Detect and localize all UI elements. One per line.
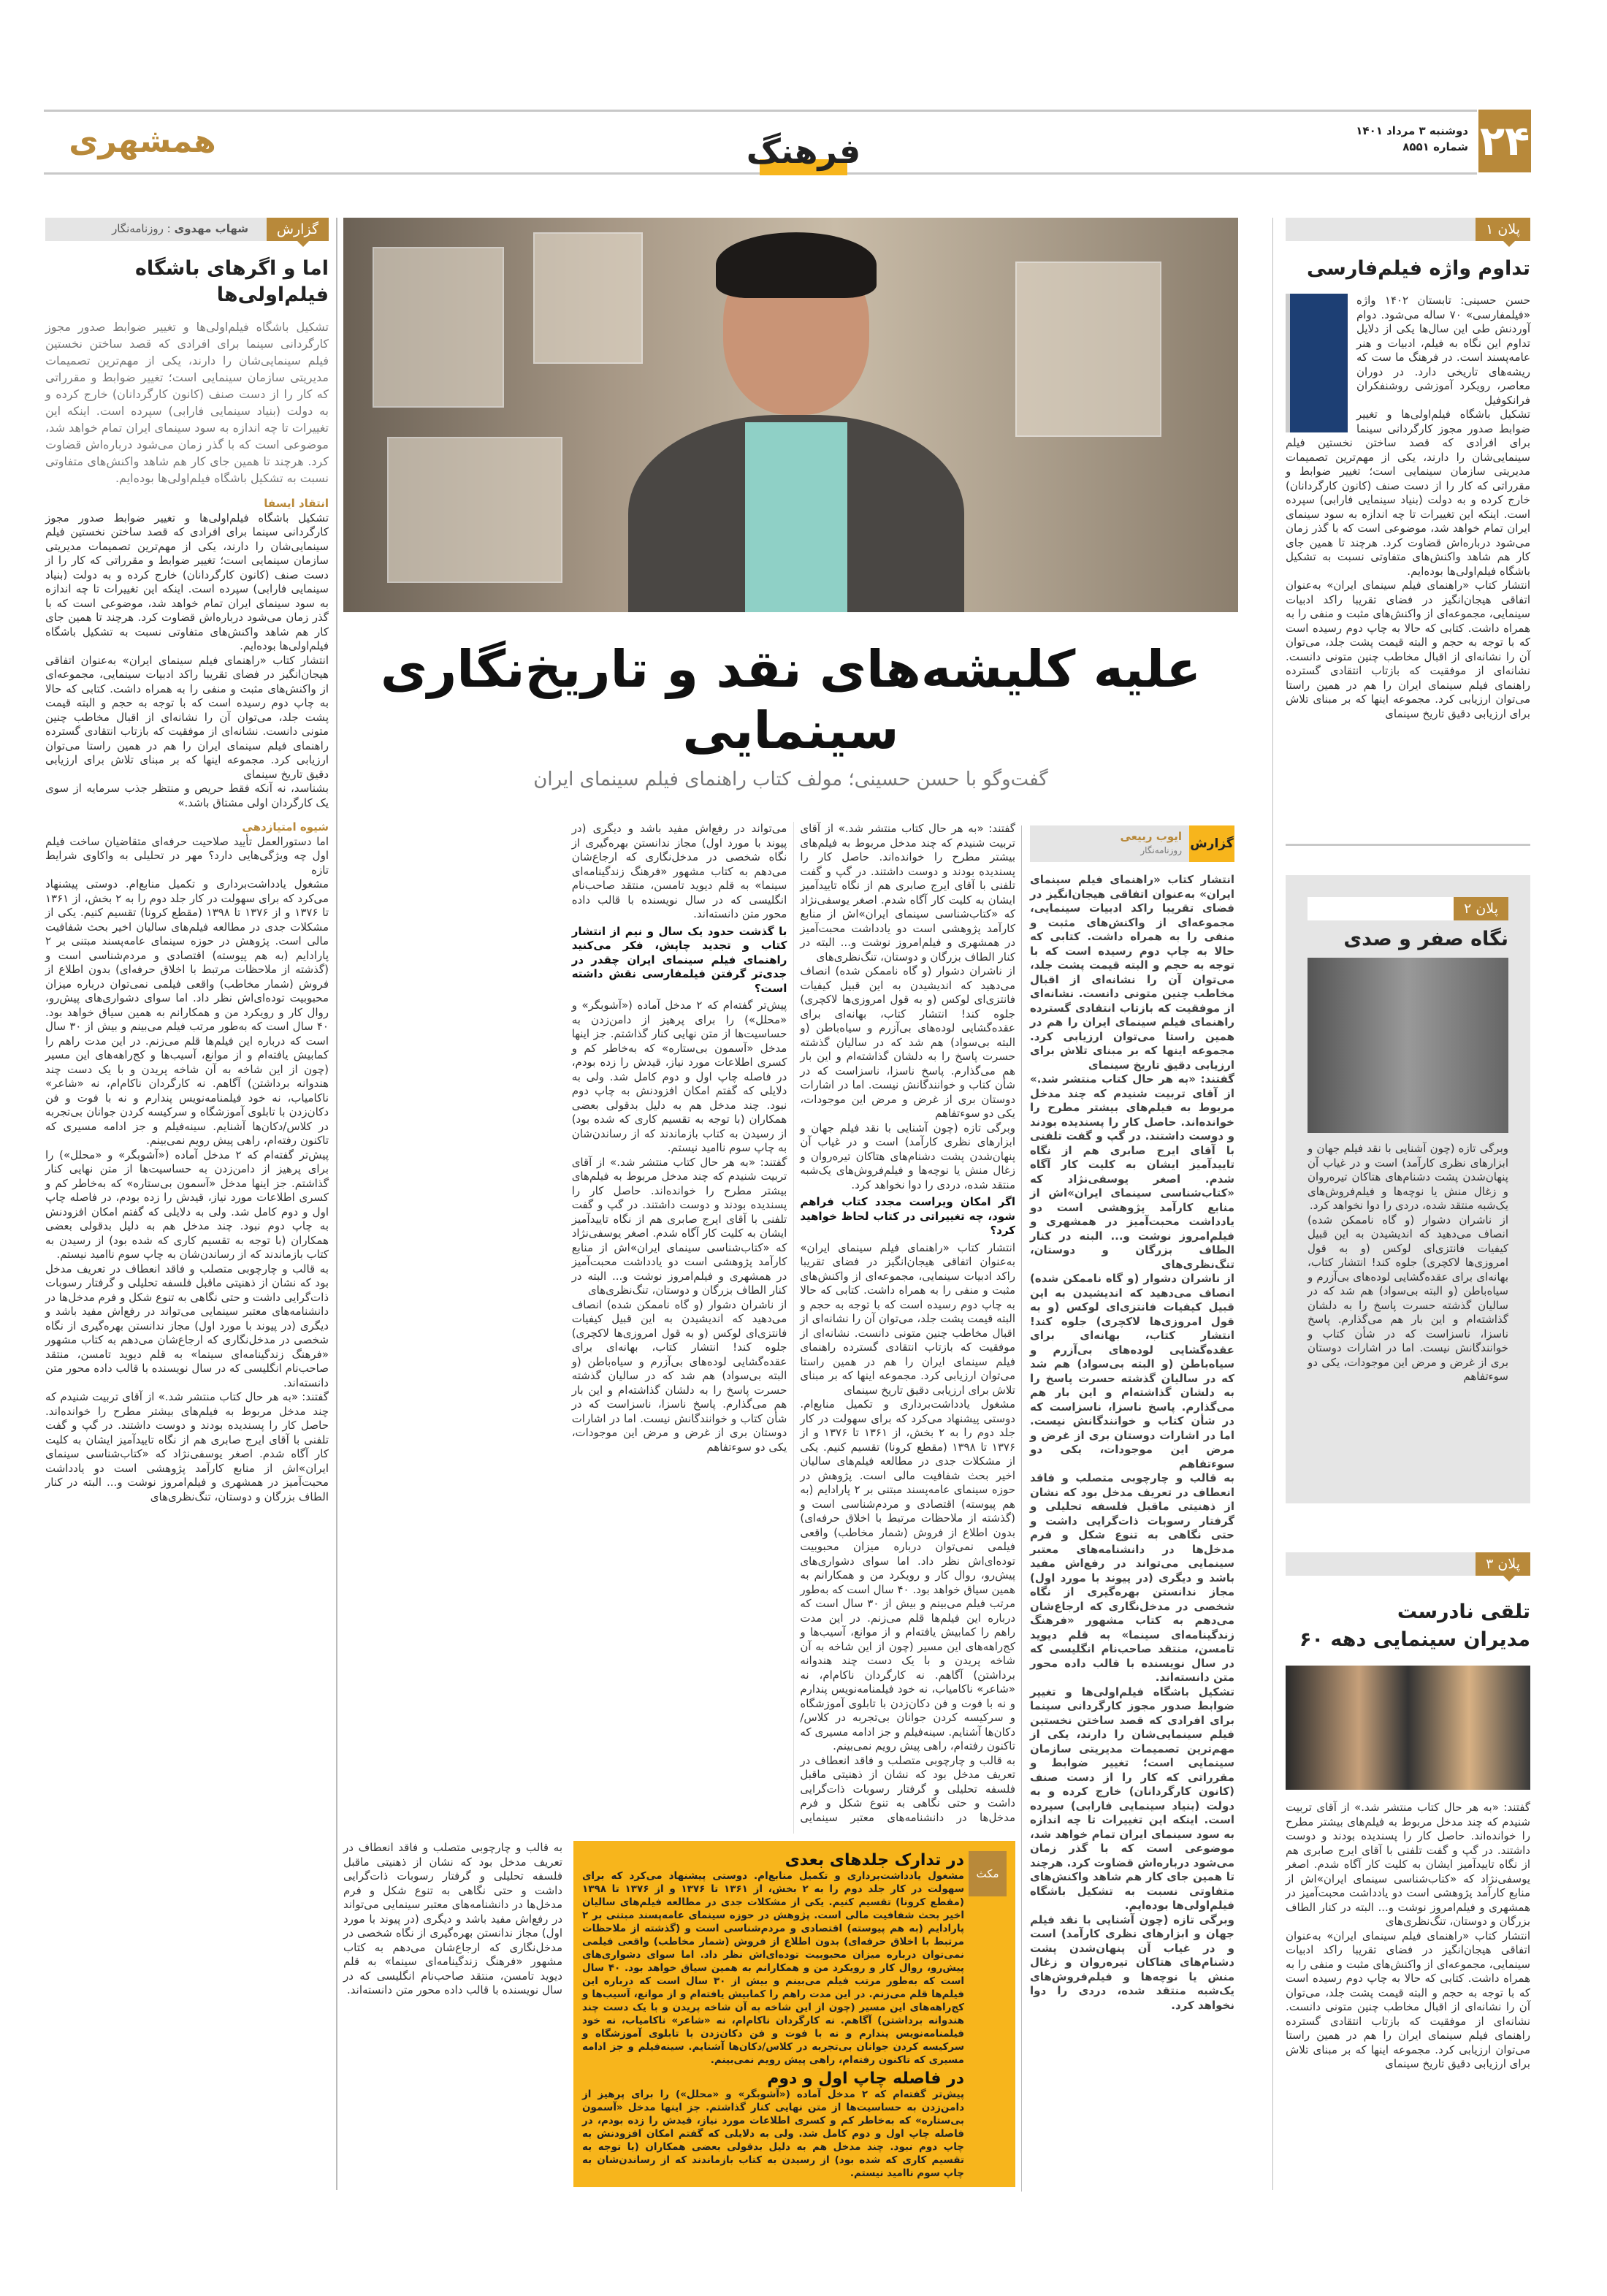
paragraph: گفتند: «به هر حال کتاب منتشر شد.» از آقای تربیت شنیدم که چند مدخل مربوط به فیلم‌های بیشتر مطرح را خوانده‌اند. حاصل کار را پسندیده بودند و دوست داشتند. در گپ و گفت تلفنی با آقای ایرج صابری هم از نگاه تاییدآمیز ایشان به کلیت کار آگاه شدم. اصغر یوسفی‌نژاد که «کتاب‌شناسی سینمای ایران»اش از منابع کارآمد پژوهشی است دو یادداشت محبت‌آمیز در همشهری و فیلم‌امروز نوشت و... البته در کنار الطاف بزرگان و دوستان، تنگ‌نظری‌های [800, 822, 1015, 964]
sidebar-box [573, 1841, 1015, 2187]
author-role: روزنامه‌نگار [112, 222, 164, 235]
person-hair [716, 232, 877, 298]
paragraph: مشغول یادداشت‌برداری و تکمیل منابع‌ام. دوستی پیشنهاد می‌کرد که برای سهولت در کار جلد دوم را به ۲ بخش، از ۱۳۶۱ تا ۱۳۷۶ و از ۱۳۷۶ تا ۱۳۹۸ (مقطع کرونا) تقسیم کنیم. یکی از مشکلات جدی در مطالعه فیلم‌های سالیان اخیر بحث شفافیت مالی است. پژوهش در حوزه سینمای عامه‌پسند مبتنی بر ۲ پارادایم (به هم پیوسته) اقتصادی و مردم‌شناسی است و (گذشته از ملاحظات مرتبط با اخلاق حرفه‌ای) بدون اطلاع از فروش (شمار مخاطب) واقعی فیلمی نمی‌توان درباره میزان محبوبیت توده‌ای‌اش نظر داد. اما سوای دشواری‌های پیش‌رو، روال کار و رویکرد من و همکارانم به همین سیاق خواهد بود. ۴۰ سال است که به‌طور مرتب فیلم می‌بینم و بیش از ۳۰ سال است که درباره این فیلم‌ها قلم می‌زنم. در این مدت راهم را کمابیش یافته‌ام و از موانع، آسیب‌ها و کج‌راهه‌های این مسیر (چون از این شاخه به آن شاخه پریدن و با یک دست چند هندوانه برداشتن) آگاهم. نه کارگردان ناکام‌ام، نه «شاعر» ناکامیاب، نه خود فیلمنامه‌نویس پندارم و نه با فوت و فن دکان‌زدن با تابلوی آموزشگاه و سرکیسه کردن جوانان بی‌تجربه در کلاس/دکان‌ها آشنایم. سینه‌فیلم و جز ادامه مسیری که تاکنون رفته‌ام، راهی پیش رویم نمی‌بینم. [45, 877, 329, 1147]
person-shirt [745, 422, 847, 612]
report-body [1030, 873, 1234, 2013]
interview-question: اگر امکان ویراست مجدد کتاب فراهم شود، چه تغییراتی در کتاب لحاظ خواهید کرد؟ [800, 1195, 1015, 1237]
plan1-article [1286, 256, 1530, 721]
dateline [1337, 123, 1468, 155]
report-kicker [1030, 825, 1234, 862]
box-text: پیش‌تر گفته‌ام که ۲ مدخل آماده («آشوبگر» و «محلل») را برای پرهیز از دامن‌زدن به حساسیت‌ها از متن نهایی کنار گذاشتم. جز اینها مدخل «آسمون بی‌ستاره» که به‌خاطر کم و کسری اطلاعات مورد نیاز، قیدش را زده بودم، در فاصله چاپ اول و دوم کامل شد. ولی به دلایلی که گفتم امکان افزودنش به چاپ دوم نبود. چند مدخل هم به دلیل بدقولی بعضی همکاران (با توجه به تقسیم کاری که شده بود) از رسیدن به کتاب بازماندند که از رساندن‌شان به چاپ سوم ناامید نیستم. [582, 2089, 965, 2179]
box-text: مشغول یادداشت‌برداری و تکمیل منابع‌ام. دوستی پیشنهاد می‌کرد که برای سهولت در کار جلد دوم را به ۲ بخش، از ۱۳۶۱ تا ۱۳۷۶ و از ۱۳۷۶ تا ۱۳۹۸ (مقطع کرونا) تقسیم کنیم. یکی از مشکلات جدی در مطالعه فیلم‌های سالیان اخیر بحث شفافیت مالی است. پژوهش در حوزه سینمای عامه‌پسند مبتنی بر ۲ پارادایم (به هم پیوسته) اقتصادی و مردم‌شناسی است و (گذشته از ملاحظات مرتبط با اخلاق حرفه‌ای) بدون اطلاع از فروش (شمار مخاطب) واقعی فیلمی نمی‌توان درباره میزان محبوبیت توده‌ای‌اش نظر داد. اما سوای دشواری‌های پیش‌رو، روال کار و رویکرد من و همکارانم به همین سیاق خواهد بود. ۴۰ سال است که به‌طور مرتب فیلم می‌بینم و بیش از ۳۰ سال است که درباره این فیلم‌ها قلم می‌زنم. در این مدت راهم را کمابیش یافته‌ام و از موانع، آسیب‌ها و کج‌راهه‌های این مسیر (چون از این شاخه به آن شاخه پریدن و با یک دست چند هندوانه برداشتن) آگاهم. نه کارگردان ناکام‌ام، نه «شاعر» ناکامیاب، نه خود فیلمنامه‌نویس پندارم و نه با فوت و فن دکان‌زدن با تابلوی آموزشگاه و سرکیسه کردن جوانان بی‌تجربه در کلاس/دکان‌ها آشنایم. سینه‌فیلم و جز ادامه مسیری که تاکنون رفته‌ام، راهی پیش رویم نمی‌بینم. [582, 1870, 965, 2066]
paragraph: از ناشران دشوار (و گاه ناممکن شده) انصاف می‌دهید که اندیشیدن به این قبیل کیفیات فانتزی‌ای لوکس (و به قول امروزی‌ها لاکچری) جلوه کند! انتشار کتاب، بهانه‌ای برای عقده‌گشایی لوده‌های بی‌آزرم و سیاه‌باطن (و البته بی‌سواد) هم شد که در سالیان گذشته حسرت پاسخ را به دلشان گذاشته‌ام و این بار هم می‌گذارم. پاسخ ناسزا، ناسزاست که در شأن کتاب و خوانندگانش نیست. اما در اشارات دوستان بری از غرض و مرض این موجودات، یکی دو سوءتفاهم [571, 1297, 787, 1454]
paragraph: اما دستورالعمل تأیید صلاحیت حرفه‌ای متقاضیان ساخت فیلم اول چه ویژگی‌هایی دارد؟ مهر در تحلیلی به واکاوی شرایط تازه [45, 834, 329, 877]
box-tag: مکث [969, 1851, 1007, 1896]
plan2-kicker [1308, 897, 1508, 920]
main-subtitle: گفت‌وگو با حسن حسینی؛ مولف کتاب راهنمای فیلم سینمای ایران [533, 768, 1048, 790]
photo-wall-frame [387, 437, 562, 583]
plan1-body [1286, 294, 1530, 721]
paragraph: تشکیل باشگاه فیلم‌اولی‌ها و تغییر ضوابط صدور مجوز کارگردانی سینما برای افرادی که قصد ساختن نخستین فیلم سینمایی‌شان را دارند، یکی از مهم‌ترین تصمیمات مدیریتی سازمان سینمایی است؛ تغییر ضوابط و مقرراتی که کار را از دست صنف (کانون کارگردانان) خارج کرده و به دولت (بنیاد سینمایی فارابی) سپرده است. اینکه این تغییرات تا چه اندازه به سود سینمای ایران تمام خواهد شد، موضوعی است که با گذر زمان می‌شود درباره‌اش قضاوت کرد. هرچند تا همین جای کار هم شاهد واکنش‌های متفاوتی نسبت به تشکیل باشگاه فیلم‌اولی‌ها بوده‌ایم. [1286, 408, 1530, 578]
main-headline: علیه کلیشه‌های نقد و تاریخ‌نگاری سینمایی [380, 639, 1202, 760]
paragraph: تشکیل باشگاه فیلم‌اولی‌ها و تغییر ضوابط صدور مجوز کارگردانی سینما برای افرادی که قصد ساختن نخستین فیلم سینمایی‌شان را دارند، یکی از مهم‌ترین تصمیمات مدیریتی سازمان سینمایی است؛ تغییر ضوابط و مقرراتی که کار را از دست صنف (کانون کارگردانان) خارج کرده و به دولت (بنیاد سینمایی فارابی) سپرده است. اینکه این تغییرات تا چه اندازه به سود سینمای ایران تمام خواهد شد، موضوعی است که با گذر زمان می‌شود درباره‌اش قضاوت کرد. هرچند تا همین جای کار هم شاهد واکنش‌های متفاوتی نسبت به تشکیل باشگاه فیلم‌اولی‌ها بوده‌ایم. [1030, 1685, 1234, 1912]
plan3-kicker [1286, 1552, 1530, 1576]
paragraph: پیش‌تر گفته‌ام که ۲ مدخل آماده («آشوبگر» و «محلل») را برای پرهیز از دامن‌زدن به حساسیت‌ها از متن نهایی کنار گذاشتم. جز اینها مدخل «آسمون بی‌ستاره» که به‌خاطر کم و کسری اطلاعات مورد نیاز، قیدش را زده بودم، در فاصله چاپ اول و دوم کامل شد. ولی به دلایلی که گفتم امکان افزودنش به چاپ دوم نبود. چند مدخل هم به دلیل بدقولی بعضی همکاران (با توجه به تقسیم کاری که شده بود) از رسیدن به کتاب بازماندند که از رساندن‌شان به چاپ سوم ناامید نیستم. [571, 999, 787, 1154]
paragraph: از ناشران دشوار (و گاه ناممکن شده) انصاف می‌دهید که اندیشیدن به این قبیل کیفیات فانتزی‌ای لوکس (و به قول امروزی‌ها لاکچری) جلوه کند! انتشار کتاب، بهانه‌ای برای عقده‌گشایی لوده‌های بی‌آزرم و سیاه‌باطن (و البته بی‌سواد) هم شد که در سالیان گذشته حسرت پاسخ را به دلشان گذاشته‌ام و این بار هم می‌گذارم. پاسخ ناسزا، ناسزاست که در شأن کتاب و خوانندگانش نیست. اما در اشارات دوستان بری از غرض و مرض این موجودات، یکی دو سوءتفاهم [1030, 1272, 1234, 1471]
paragraph: حسن حسینی: تابستان ۱۴۰۲ واژه «فیلمفارسی» ۷۰ ساله می‌شود. دوام آوردنش طی این سال‌ها یکی از دلایل تداوم این نگاه به فیلم، ادبیات و هنر عامه‌پسند است. در فرهنگ ما ست که ریشه‌های تاریخی دارد. در دوران معاصر، رویکرد آموزشی روشنفکران فرانکوفیل [1356, 294, 1530, 407]
plan3-title-line: تلقی نادرست [1397, 1601, 1530, 1623]
issue-number: شماره ۸۵۵۱ [1402, 140, 1468, 153]
column-divider [1021, 825, 1022, 2192]
date: دوشنبه ۳ مرداد ۱۴۰۱ [1356, 124, 1468, 137]
paragraph: به قالب و چارچوبی متصلب و فاقد انعطاف در تعریف مدخل بود که نشان از ذهنیتی ماقبل فلسفه تحلیلی و گرفتار رسوبات ذات‌گرایی داشت و حتی نگاهی به تنوع شکل و فرم مدخل‌ها در دانشنامه‌های معتبر سینمایی می‌تواند در رفع‌اش مفید باشد و دیگری (در پیوند با مورد اول) مجاز ندانستن بهره‌گیری از نگاه شخصی در مدخل‌نگاری که ارجاع‌شان می‌دهم به کتاب مشهور «فرهنگ زندگینامه‌ای سینما» به قلم دیوید تامسن، منتقد صاحب‌نام انگلیسی که در سال نویسنده با قالب داده محور متن دانسته‌اند. [571, 822, 1015, 1824]
left-kicker [45, 218, 329, 241]
photo-wall-frame [373, 247, 504, 408]
paragraph: تشکیل باشگاه فیلم‌اولی‌ها و تغییر ضوابط صدور مجوز کارگردانی سینما برای افرادی که قصد ساختن نخستین فیلم سینمایی‌شان را دارند، یکی از مهم‌ترین تصمیمات مدیریتی سازمان سینمایی است؛ تغییر ضوابط و مقرراتی که کار را از دست صنف (کانون کارگردانان) خارج کرده و به دولت (بنیاد سینمایی فارابی) سپرده است. اینکه این تغییرات تا چه اندازه به سود سینمای ایران تمام خواهد شد، موضوعی است که با گذر زمان می‌شود درباره‌اش قضاوت کرد. هرچند تا همین جای کار هم شاهد واکنش‌های متفاوتی نسبت به تشکیل باشگاه فیلم‌اولی‌ها بوده‌ایم. [45, 511, 329, 652]
paragraph: انتشار کتاب «راهنمای فیلم سینمای ایران» به‌عنوان اتفاقی هیجان‌انگیز در فضای تقریبا راکد ادبیات سینمایی، مجموعه‌ای از واکنش‌های مثبت و منفی را به همراه داشت. کتابی که حالا به چاپ دوم رسیده است که با توجه به حجم و البته قیمت پشت جلد، می‌توان آن را نشانه‌ای از اقبال مخاطب چنین متونی دانست. نشانه‌ای از موفقیت که بازتاب انتقادی گسترده راهنمای فیلم سینمای ایران را هم در همین راستا می‌توان ارزیابی کرد. مجموعه اینها که بر مبنای تلاش برای ارزیابی دقیق تاریخ سینمای [1286, 579, 1530, 720]
headline-block [343, 619, 1238, 809]
plan1-tag: پلان ۱ [1476, 218, 1530, 241]
plan2-title: نگاه صفر و صدی [1343, 928, 1508, 950]
column-divider [1272, 218, 1273, 2190]
report-author: ایوب ربیعی [1120, 830, 1182, 843]
paragraph: گفتند: «به هر حال کتاب منتشر شد.» از آقای تربیت شنیدم که چند مدخل مربوط به فیلم‌های بیشتر مطرح را خوانده‌اند. حاصل کار را پسندیده بودند و دوست داشتند. در گپ و گفت تلفنی با آقای ایرج صابری هم از نگاه تاییدآمیز ایشان به کلیت کار آگاه شدم. اصغر یوسفی‌نژاد که «کتاب‌شناسی سینمای ایران»اش از منابع کارآمد پژوهشی است دو یادداشت محبت‌آمیز در همشهری و فیلم‌امروز نوشت و... البته در کنار الطاف بزرگان و دوستان، تنگ‌نظری‌های [571, 1155, 787, 1297]
paragraph: مشغول یادداشت‌برداری و تکمیل منابع‌ام. دوستی پیشنهاد می‌کرد که برای سهولت در کار جلد دوم را به ۲ بخش، از ۱۳۶۱ تا ۱۳۷۶ و از ۱۳۷۶ تا ۱۳۹۸ (مقطع کرونا) تقسیم کنیم. یکی از مشکلات جدی در مطالعه فیلم‌های سالیان اخیر بحث شفافیت مالی است. پژوهش در حوزه سینمای عامه‌پسند مبتنی بر ۲ پارادایم (به هم پیوسته) اقتصادی و مردم‌شناسی است و (گذشته از ملاحظات مرتبط با اخلاق حرفه‌ای) بدون اطلاع از فروش (شمار مخاطب) واقعی فیلمی نمی‌توان درباره میزان محبوبیت توده‌ای‌اش نظر داد. اما سوای دشواری‌های پیش‌رو، روال کار و رویکرد من و همکارانم به همین سیاق خواهد بود. ۴۰ سال است که به‌طور مرتب فیلم می‌بینم و بیش از ۳۰ سال است که درباره این فیلم‌ها قلم می‌زنم. در این مدت راهم را کمابیش یافته‌ام و از موانع، آسیب‌ها و کج‌راهه‌های این مسیر (چون از این شاخه به آن شاخه پریدن و با یک دست چند هندوانه برداشتن) آگاهم. نه کارگردان ناکام‌ام، نه «شاعر» ناکامیاب، نه خود فیلمنامه‌نویس پندارم و نه با فوت و فن دکان‌زدن با تابلوی آموزشگاه و سرکیسه کردن جوانان بی‌تجربه در کلاس/دکان‌ها آشنایم. سینه‌فیلم و جز ادامه مسیری که تاکنون رفته‌ام، راهی پیش رویم نمی‌بینم. [800, 1397, 1016, 1752]
paragraph: گفتند: «به هر حال کتاب منتشر شد.» از آقای تربیت شنیدم که چند مدخل مربوط به فیلم‌های بیشتر مطرح را خوانده‌اند. حاصل کار را پسندیده بودند و دوست داشتند. در گپ و گفت تلفنی با آقای ایرج صابری هم از نگاه تاییدآمیز ایشان به کلیت کار آگاه شدم. اصغر یوسفی‌نژاد که «کتاب‌شناسی سینمای ایران»اش از منابع کارآمد پژوهشی است دو یادداشت محبت‌آمیز در همشهری و فیلم‌امروز نوشت و... البته در کنار الطاف بزرگان و دوستان، تنگ‌نظری‌های [1286, 1801, 1530, 1928]
left-article [45, 256, 329, 1504]
divider [1286, 844, 1530, 846]
box-title: در تدارک جلدهای بعدی [785, 1851, 964, 1869]
subhead-scoring: شیوه امتیازدهی [242, 820, 329, 834]
plan2-body [1308, 1142, 1508, 1384]
column-divider [336, 218, 337, 2190]
page-number: ۲۴ [1478, 110, 1531, 172]
paragraph: گفتند: «به هر حال کتاب منتشر شد.» از آقای تربیت شنیدم که چند مدخل مربوط به فیلم‌های بیشتر مطرح را خوانده‌اند. حاصل کار را پسندیده بودند و دوست داشتند. در گپ و گفت تلفنی با آقای ایرج صابری هم از نگاه تاییدآمیز ایشان به کلیت کار آگاه شدم. اصغر یوسفی‌نژاد که «کتاب‌شناسی سینمای ایران»اش از منابع کارآمد پژوهشی است دو یادداشت محبت‌آمیز در همشهری و فیلم‌امروز نوشت و... البته در کنار الطاف بزرگان و دوستان، تنگ‌نظری‌های [1030, 1072, 1234, 1271]
newspaper-logo[interactable]: همشهری [69, 123, 216, 160]
plan3-title [1286, 1598, 1530, 1654]
report-tag: گزارش [267, 218, 329, 241]
paragraph: انتشار کتاب «راهنمای فیلم سینمای ایران» به‌عنوان اتفاقی هیجان‌انگیز در فضای تقریبا راکد ادبیات سینمایی، مجموعه‌ای از واکنش‌های مثبت و منفی را به همراه داشت. کتابی که حالا به چاپ دوم رسیده است که با توجه به حجم و البته قیمت پشت جلد، می‌توان آن را نشانه‌ای از اقبال مخاطب چنین متونی دانست. نشانه‌ای از موفقیت که بازتاب انتقادی گسترده راهنمای فیلم سینمای ایران را هم در همین راستا می‌توان ارزیابی کرد. مجموعه اینها که بر مبنای تلاش برای ارزیابی دقیق تاریخ سینمای [45, 653, 329, 781]
paragraph: از ناشران دشوار (و گاه ناممکن شده) انصاف می‌دهید که اندیشیدن به این قبیل کیفیات فانتزی‌ای لوکس (و به قول امروزی‌ها لاکچری) جلوه کند! انتشار کتاب، بهانه‌ای برای عقده‌گشایی لوده‌های بی‌آزرم و سیاه‌باطن (و البته بی‌سواد) هم شد که در سالیان گذشته حسرت پاسخ را به دلشان گذاشته‌ام و این بار هم می‌گذارم. پاسخ ناسزا، ناسزاست که در شأن کتاب و خوانندگانش نیست. اما در اشارات دوستان بری از غرض و مرض این موجودات، یکی دو سوءتفاهم [1308, 1213, 1508, 1383]
paragraph: وبرگی تازه (چون آشنایی با نقد فیلم جهان و ابزارهای نظری کارآمد) است و در غیاب آن پنهان‌شدن پشت دشنام‌های هتاکان تیره‌روان و زغال منش یا نوچه‌ها و فیلم‌فروش‌های یک‌شبه منتقد شده، دردی را دوا نخواهد کرد. [800, 1121, 1015, 1191]
header-top-rule [44, 110, 1477, 112]
left-article-lead: تشکیل باشگاه فیلم‌اولی‌ها و تغییر ضوابط صدور مجوز کارگردانی سینما برای افرادی که قصد ساختن نخستین فیلم سینمایی‌شان را دارند، یکی از مهم‌ترین تصمیمات مدیریتی سازمان سینمایی است؛ تغییر ضوابط و مقرراتی که کار را از دست صنف (کانون کارگردانان) خارج کرده و به دولت (بنیاد سینمایی فارابی) سپرده است. اینکه این تغییرات تا چه اندازه به سود سینمای ایران تمام خواهد شد، موضوعی است که با گذر زمان می‌شود درباره‌اش قضاوت کرد. هرچند تا همین جای کار هم شاهد واکنش‌های متفاوتی نسبت به تشکیل باشگاه فیلم‌اولی‌ها بوده‌ایم. [45, 320, 329, 485]
box-title: در فاصله چاپ اول و دوم [767, 2070, 964, 2088]
paragraph: به قالب و چارچوبی متصلب و فاقد انعطاف در تعریف مدخل بود که نشان از ذهنیتی ماقبل فلسفه تحلیلی و گرفتار رسوبات ذات‌گرایی داشت و حتی نگاهی به تنوع شکل و فرم مدخل‌ها در دانشنامه‌های معتبر سینمایی می‌تواند در رفع‌اش مفید باشد و دیگری (در پیوند با مورد اول) مجاز ندانستن بهره‌گیری از نگاه شخصی در مدخل‌نگاری که ارجاع‌شان می‌دهم به کتاب مشهور «فرهنگ زندگینامه‌ای سینما» به قلم دیوید تامسن، منتقد صاحب‌نام انگلیسی که در سال نویسنده با قالب داده محور متن دانسته‌اند. [45, 1262, 329, 1389]
plan3-title-line: مدیران سینمایی دهه ۶۰ [1299, 1628, 1530, 1651]
report-author-role: روزنامه‌نگار [1140, 845, 1182, 855]
interview-question: با گذشت حدود یک سال و نیم از انتشار کتاب و تجدید چاپش، فکر می‌کنید راهنمای فیلم سینمای ایران چقدر در جدی‌تر گرفتن فیلمفارسی نقش داشته است؟ [571, 924, 787, 995]
report-tag: گزارش [1189, 825, 1234, 862]
interview-body [343, 822, 1015, 1834]
paragraph: بشناسد، نه آنکه فقط حریص و منتظر جذب سرمایه از سوی یک کارگردان اولی مشتاق باشد.» [45, 782, 329, 809]
book-cover-image [1286, 294, 1348, 432]
plan2-tag: پلان ۲ [1454, 897, 1508, 920]
photo-wall-frame [533, 232, 643, 364]
plan3-body [1286, 1801, 1530, 2072]
paragraph: از ناشران دشوار (و گاه ناممکن شده) انصاف می‌دهید که اندیشیدن به این قبیل کیفیات فانتزی‌ای لوکس (و به قول امروزی‌ها لاکچری) جلوه کند! انتشار کتاب، بهانه‌ای برای عقده‌گشایی لوده‌های بی‌آزرم و سیاه‌باطن (و البته بی‌سواد) هم شد که در سالیان گذشته حسرت پاسخ را به دلشان گذاشته‌ام و این بار هم می‌گذارم. پاسخ ناسزا، ناسزاست که در شأن کتاب و خوانندگانش نیست. اما در اشارات دوستان بری از غرض و مرض این موجودات، یکی دو سوءتفاهم [800, 964, 1015, 1120]
paragraph: پیش‌تر گفته‌ام که ۲ مدخل آماده («آشوبگر» و «محلل») را برای پرهیز از دامن‌زدن به حساسیت‌ها از متن نهایی کنار گذاشتم. جز اینها مدخل «آسمون بی‌ستاره» که به‌خاطر کم و کسری اطلاعات مورد نیاز، قیدش را زده بودم، در فاصله چاپ اول و دوم کامل شد. ولی به دلایلی که گفتم امکان افزودنش به چاپ دوم نبود. چند مدخل هم به دلیل بدقولی بعضی همکاران (با توجه به تقسیم کاری که شده بود) از رسیدن به کتاب بازماندند که از رساندن‌شان به چاپ سوم ناامید نیستم. [45, 1148, 329, 1261]
subhead-isfa: انتقاد ایسفا [264, 497, 329, 510]
paragraph: انتشار کتاب «راهنمای فیلم سینمای ایران» به‌عنوان اتفاقی هیجان‌انگیز در فضای تقریبا راکد ادبیات سینمایی، مجموعه‌ای از واکنش‌های مثبت و منفی را به همراه داشت. کتابی که حالا به چاپ دوم رسیده است که با توجه به حجم و البته قیمت پشت جلد، می‌توان آن را نشانه‌ای از اقبال مخاطب چنین متونی دانست. نشانه‌ای از موفقیت که بازتاب انتقادی گسترده راهنمای فیلم سینمای ایران را هم در همین راستا می‌توان ارزیابی کرد. مجموعه اینها که بر مبنای تلاش برای ارزیابی دقیق تاریخ سینمای [1286, 1929, 1530, 2070]
section-label: فرهنگ [746, 131, 861, 171]
section-title [730, 133, 877, 169]
plan1-title: تداوم واژه فیلم‌فارسی [1306, 257, 1530, 280]
paragraph: به قالب و چارچوبی متصلب و فاقد انعطاف در تعریف مدخل بود که نشان از ذهنیتی ماقبل فلسفه تحلیلی و گرفتار رسوبات ذات‌گرایی داشت و حتی نگاهی به تنوع شکل و فرم مدخل‌ها در دانشنامه‌های معتبر سینمایی می‌تواند در رفع‌اش مفید باشد و دیگری (در پیوند با مورد اول) مجاز ندانستن بهره‌گیری از نگاه شخصی در مدخل‌نگاری که ارجاع‌شان می‌دهم به کتاب مشهور «فرهنگ زندگینامه‌ای سینما» به قلم دیوید تامسن، منتقد صاحب‌نام انگلیسی که در سال نویسنده با قالب داده محور متن دانسته‌اند. [1030, 1471, 1234, 1684]
plan3-tag: پلان ۳ [1476, 1552, 1530, 1576]
interview-photo [343, 218, 1238, 612]
author-name: شهاب مهدوی [174, 222, 248, 235]
paragraph: به قالب و چارچوبی متصلب و فاقد انعطاف در تعریف مدخل بود که نشان از ذهنیتی ماقبل فلسفه تحلیلی و گرفتار رسوبات ذات‌گرایی داشت و حتی نگاهی به تنوع شکل و فرم مدخل‌ها در دانشنامه‌های معتبر سینمایی می‌تواند در رفع‌اش مفید باشد و دیگری (در پیوند با مورد اول) مجاز ندانستن بهره‌گیری از نگاه شخصی در مدخل‌نگاری که ارجاع‌شان می‌دهم به کتاب مشهور «فرهنگ زندگینامه‌ای سینما» به قلم دیوید تامسن، منتقد صاحب‌نام انگلیسی که در سال نویسنده با قالب داده محور متن دانسته‌اند. [343, 1841, 562, 1996]
plan2-box [1286, 875, 1530, 1503]
paragraph: گفتند: «به هر حال کتاب منتشر شد.» از آقای تربیت شنیدم که چند مدخل مربوط به فیلم‌های بیشتر مطرح را خوانده‌اند. حاصل کار را پسندیده بودند و دوست داشتند. در گپ و گفت تلفنی با آقای ایرج صابری هم از نگاه تاییدآمیز ایشان به کلیت کار آگاه شدم. اصغر یوسفی‌نژاد که «کتاب‌شناسی سینمای ایران»اش از منابع کارآمد پژوهشی است دو یادداشت محبت‌آمیز در همشهری و فیلم‌امروز نوشت و... البته در کنار الطاف بزرگان و دوستان، تنگ‌نظری‌های [45, 1390, 329, 1503]
left-article-body [45, 497, 329, 1504]
photo-wall-frame [1015, 262, 1161, 437]
plan1-kicker [1286, 218, 1530, 241]
byline: شهاب مهدوی : روزنامه‌نگار [112, 222, 248, 235]
paragraph: وبرگی تازه (چون آشنایی با نقد فیلم جهان و ابزارهای نظری کارآمد) است و در غیاب آن پنهان‌شدن پشت دشنام‌های هتاکان تیره‌روان و زغال منش یا نوچه‌ها و فیلم‌فروش‌های یک‌شبه منتقد شده، دردی را دوا نخواهد کرد. [1308, 1142, 1508, 1212]
interview-body-end [343, 1841, 562, 1998]
plan2-photo [1308, 958, 1508, 1133]
paragraph: وبرگی تازه (چون آشنایی با نقد فیلم جهان و ابزارهای نظری کارآمد) است و در غیاب آن پنهان‌شدن پشت دشنام‌های هتاکان تیره‌روان و زغال منش یا نوچه‌ها و فیلم‌فروش‌های یک‌شبه منتقد شده، دردی را دوا نخواهد کرد. [1030, 1912, 1234, 2012]
paragraph: انتشار کتاب «راهنمای فیلم سینمای ایران» به‌عنوان اتفاقی هیجان‌انگیز در فضای تقریبا راکد ادبیات سینمایی، مجموعه‌ای از واکنش‌های مثبت و منفی را به همراه داشت. کتابی که حالا به چاپ دوم رسیده است که با توجه به حجم و البته قیمت پشت جلد، می‌توان آن را نشانه‌ای از اقبال مخاطب چنین متونی دانست. نشانه‌ای از موفقیت که بازتاب انتقادی گسترده راهنمای فیلم سینمای ایران را هم در همین راستا می‌توان ارزیابی کرد. مجموعه اینها که بر مبنای تلاش برای ارزیابی دقیق تاریخ سینمای [1030, 873, 1234, 1072]
paragraph: انتشار کتاب «راهنمای فیلم سینمای ایران» به‌عنوان اتفاقی هیجان‌انگیز در فضای تقریبا راکد ادبیات سینمایی، مجموعه‌ای از واکنش‌های مثبت و منفی را به همراه داشت. کتابی که حالا به چاپ دوم رسیده است که با توجه به حجم و البته قیمت پشت جلد، می‌توان آن را نشانه‌ای از اقبال مخاطب چنین متونی دانست. نشانه‌ای از موفقیت که بازتاب انتقادی گسترده راهنمای فیلم سینمای ایران را هم در همین راستا می‌توان ارزیابی کرد. مجموعه اینها که بر مبنای تلاش برای ارزیابی دقیق تاریخ سینمای [800, 1240, 1015, 1397]
left-article-title: اما و اگرهای باشگاه فیلم‌اولی‌ها [134, 257, 329, 306]
plan3-photo [1286, 1666, 1530, 1790]
